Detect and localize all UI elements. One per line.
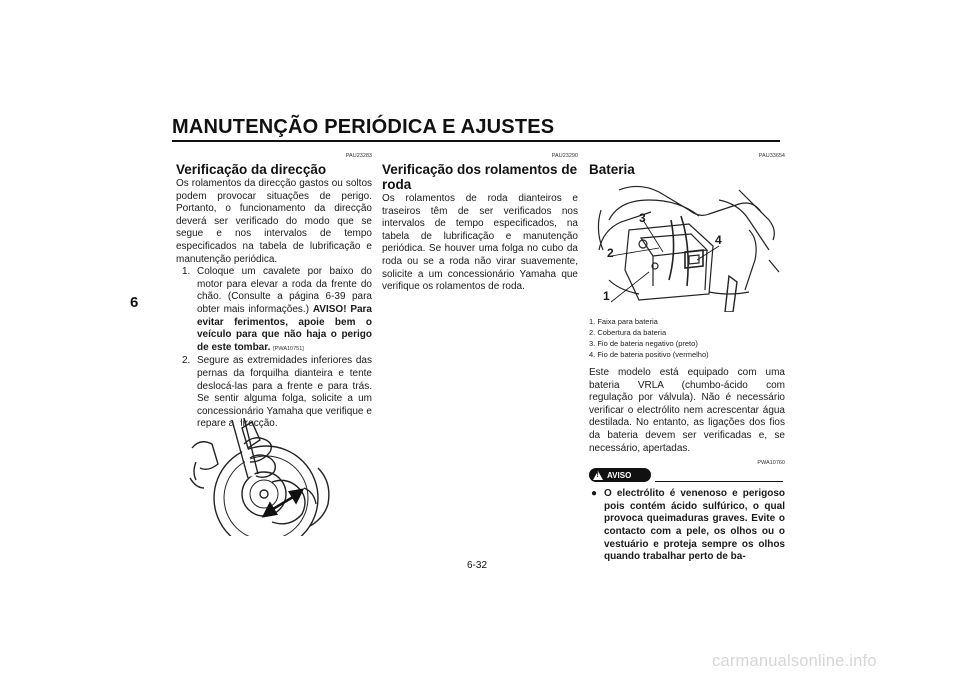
- step-instruction: Coloque um cavalete por baixo do motor para elevar a roda da frente do chão. (Consulte a página 6-39 para obter mais informações.): [197, 266, 372, 315]
- warning-badge: [589, 468, 651, 482]
- caption-item: 4. Fio de bateria positivo (vermelho): [589, 350, 709, 359]
- warning-rule: [655, 481, 783, 482]
- step-number: 1.: [182, 266, 191, 278]
- chapter-tab: 6: [130, 294, 139, 311]
- section-heading: Verificação da direcção: [176, 162, 327, 177]
- bullet-text: O electrólito é venenoso e perigoso pois contém ácido sulfúrico, o qual provoca queimaduras graves. Evite o contacto com a pele, os olhos ou o vestuário e proteja sempre os olhos quando trabalhar perto de ba-: [604, 488, 785, 563]
- warning-code: PWA10760: [757, 460, 785, 467]
- header-rule: [172, 140, 780, 142]
- section-code: PAU23290: [551, 153, 578, 159]
- caption-item: 2. Cobertura da bateria: [589, 328, 667, 337]
- step-text: [197, 266, 372, 355]
- section-heading: Bateria: [589, 162, 635, 177]
- warning-code: [PWA10751]: [273, 345, 304, 352]
- section-code: PAU23283: [345, 153, 372, 159]
- battery-figure: [589, 180, 785, 312]
- battery-section: [589, 152, 785, 564]
- step-text: Segure as extremidades inferiores das pernas da forquilha dianteira e tente deslocá-las para a frente e para trás. Se sentir alguma folga, solicite a um concessionário Yamaha que verifique e repare a direcção.: [197, 355, 372, 430]
- section-body: Os rolamentos da direcção gastos ou soltos podem provocar situações de perigo. Portanto, o funcionamento da direcção deverá ser verificado do modo que se segue e nos intervalos de tempo especificados na tabela de lubrificação e manutenção periódica.: [176, 178, 372, 265]
- callout-label: 1: [603, 289, 610, 303]
- warning-triangle-icon: [593, 471, 603, 480]
- warning-header: [589, 468, 785, 484]
- battery-illustration: [589, 180, 785, 312]
- section-body: Este modelo está equipado com uma bateria VRLA (chumbo-ácido com regulação por válvula). Não é necessário verificar o electrólito nem acrescentar água destilada. No entanto, as ligações dos fios da bateria devem ser verificadas e, se necessário, apertadas.: [589, 367, 785, 454]
- callout-label: 3: [639, 211, 646, 225]
- step-number: 2.: [182, 355, 191, 367]
- watermark-text: carmanualsonline.info: [712, 652, 877, 670]
- section-heading: Verificação dos rolamentos de roda: [382, 162, 578, 192]
- caption-item: 1. Faixa para bateria: [589, 317, 658, 326]
- warning-label: AVISO: [607, 470, 632, 480]
- caption-item: 3. Fio de bateria negativo (preto): [589, 339, 698, 348]
- figure-captions: [589, 316, 785, 360]
- front-fork-illustration: [186, 418, 376, 536]
- warning-bullet: [589, 488, 785, 564]
- steering-check-section: [176, 152, 372, 431]
- section-body: Os rolamentos de roda dianteiros e traseiros têm de ser verificados nos intervalos de tempo especificados, na tabela de lubrificação e manutenção periódica. Se houver uma folga no cubo da roda ou se a roda não virar suavemente, solicite a um concessionário Yamaha que verifique os rolamentos de roda.: [382, 193, 578, 293]
- step-item: [182, 266, 372, 355]
- section-code: PAU33654: [758, 153, 785, 159]
- callout-label: 2: [607, 246, 614, 260]
- step-warning: AVISO! Para evitar ferimentos, apoie bem o veículo para que não haja o perigo de este tombar.: [197, 303, 372, 353]
- bullet-icon: ●: [591, 488, 598, 500]
- callout-label: 4: [715, 233, 722, 247]
- page-number: 6-32: [467, 560, 488, 571]
- wheel-bearings-section: [382, 152, 578, 294]
- page-title: MANUTENÇÃO PERIÓDICA E AJUSTES: [172, 116, 555, 138]
